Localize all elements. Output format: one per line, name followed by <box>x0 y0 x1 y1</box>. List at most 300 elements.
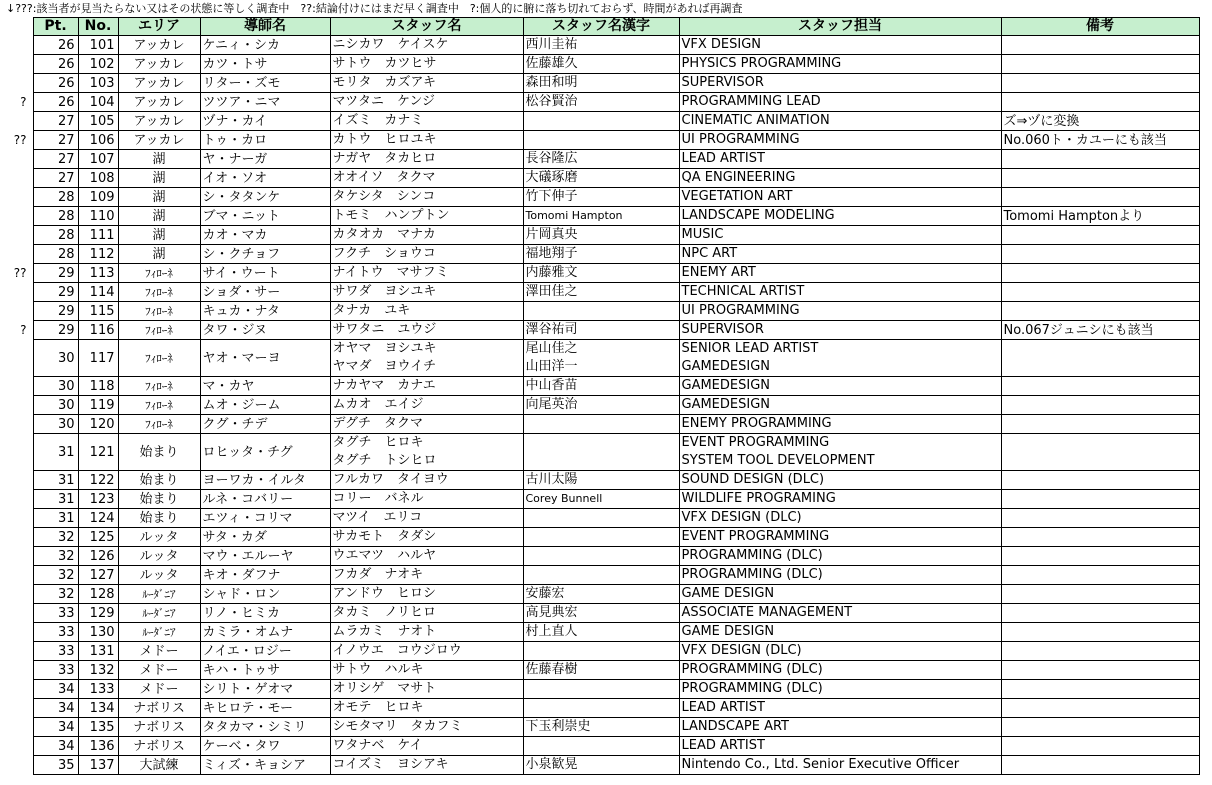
cell-role[interactable] <box>679 150 1001 169</box>
cell-kanji[interactable] <box>523 490 679 509</box>
cell-role[interactable] <box>679 623 1001 642</box>
cell-area[interactable]: ﾌｨﾛｰﾈ <box>118 377 200 396</box>
cell-no[interactable]: 121 <box>78 434 118 471</box>
cell-shrine[interactable]: トゥ・カロ <box>200 131 330 150</box>
cell-no[interactable]: 115 <box>78 302 118 321</box>
cell-note[interactable] <box>1001 509 1199 528</box>
cell-note[interactable] <box>1001 36 1199 55</box>
cell-kanji[interactable] <box>523 566 679 585</box>
cell-kanji[interactable] <box>523 680 679 699</box>
cell-staff[interactable] <box>330 131 523 150</box>
cell-pt[interactable]: 32 <box>33 585 78 604</box>
cell-area[interactable]: 始まり <box>118 490 200 509</box>
cell-role[interactable] <box>679 699 1001 718</box>
cell-area[interactable]: 始まり <box>118 509 200 528</box>
cell-role[interactable] <box>679 340 1001 377</box>
cell-staff[interactable] <box>330 434 523 471</box>
cell-area[interactable]: ﾙｰﾀﾞﾆｱ <box>118 585 200 604</box>
cell-pt[interactable]: 31 <box>33 490 78 509</box>
cell-pt[interactable]: 34 <box>33 680 78 699</box>
cell-note[interactable] <box>1001 377 1199 396</box>
cell-area[interactable]: 始まり <box>118 434 200 471</box>
cell-pt[interactable]: 26 <box>33 93 78 112</box>
cell-role[interactable] <box>679 112 1001 131</box>
cell-shrine[interactable]: マ・カヤ <box>200 377 330 396</box>
cell-note[interactable] <box>1001 415 1199 434</box>
cell-role[interactable] <box>679 245 1001 264</box>
cell-area[interactable]: メドー <box>118 661 200 680</box>
cell-kanji[interactable] <box>523 718 679 737</box>
cell-note[interactable]: No.067ジュニシにも該当 <box>1001 321 1199 340</box>
cell-shrine[interactable]: シャド・ロン <box>200 585 330 604</box>
cell-role[interactable] <box>679 680 1001 699</box>
cell-kanji[interactable] <box>523 471 679 490</box>
cell-pt[interactable]: 27 <box>33 131 78 150</box>
cell-pt[interactable]: 30 <box>33 340 78 377</box>
cell-role[interactable] <box>679 471 1001 490</box>
cell-no[interactable]: 135 <box>78 718 118 737</box>
cell-role[interactable] <box>679 547 1001 566</box>
cell-pt[interactable]: 32 <box>33 547 78 566</box>
cell-role[interactable] <box>679 585 1001 604</box>
cell-pt[interactable]: 27 <box>33 150 78 169</box>
cell-shrine[interactable]: ルネ・コバリー <box>200 490 330 509</box>
cell-kanji[interactable] <box>523 699 679 718</box>
cell-role[interactable] <box>679 188 1001 207</box>
cell-shrine[interactable]: ヨーワカ・イルタ <box>200 471 330 490</box>
cell-shrine[interactable]: タワ・ジヌ <box>200 321 330 340</box>
cell-role[interactable] <box>679 55 1001 74</box>
cell-no[interactable]: 109 <box>78 188 118 207</box>
cell-role[interactable] <box>679 756 1001 775</box>
cell-note[interactable] <box>1001 471 1199 490</box>
cell-shrine[interactable]: ブマ・ニット <box>200 207 330 226</box>
cell-kanji[interactable] <box>523 377 679 396</box>
cell-note[interactable] <box>1001 566 1199 585</box>
cell-role[interactable] <box>679 566 1001 585</box>
cell-pt[interactable]: 35 <box>33 756 78 775</box>
cell-note[interactable] <box>1001 93 1199 112</box>
cell-pt[interactable]: 26 <box>33 74 78 93</box>
cell-no[interactable]: 127 <box>78 566 118 585</box>
cell-role[interactable] <box>679 528 1001 547</box>
cell-area[interactable]: ﾌｨﾛｰﾈ <box>118 340 200 377</box>
cell-kanji[interactable] <box>523 661 679 680</box>
header-pt[interactable]: Pt. <box>33 18 78 36</box>
cell-shrine[interactable]: キヒロテ・モー <box>200 699 330 718</box>
cell-staff[interactable] <box>330 471 523 490</box>
cell-kanji[interactable] <box>523 321 679 340</box>
cell-pt[interactable]: 28 <box>33 226 78 245</box>
cell-shrine[interactable]: リノ・ヒミカ <box>200 604 330 623</box>
cell-note[interactable] <box>1001 737 1199 756</box>
cell-no[interactable]: 125 <box>78 528 118 547</box>
cell-staff[interactable] <box>330 226 523 245</box>
cell-pt[interactable]: 28 <box>33 245 78 264</box>
cell-no[interactable]: 134 <box>78 699 118 718</box>
cell-note[interactable]: ズ⇒ヅに変換 <box>1001 112 1199 131</box>
cell-staff[interactable] <box>330 585 523 604</box>
cell-kanji[interactable] <box>523 188 679 207</box>
cell-pt[interactable]: 30 <box>33 415 78 434</box>
cell-area[interactable]: ルッタ <box>118 566 200 585</box>
cell-pt[interactable]: 31 <box>33 471 78 490</box>
header-note[interactable]: 備考 <box>1001 18 1199 36</box>
cell-staff[interactable] <box>330 490 523 509</box>
cell-area[interactable]: ﾙｰﾀﾞﾆｱ <box>118 604 200 623</box>
cell-role[interactable] <box>679 434 1001 471</box>
cell-area[interactable]: ﾌｨﾛｰﾈ <box>118 264 200 283</box>
cell-kanji[interactable] <box>523 756 679 775</box>
cell-shrine[interactable]: ヤ・ナーガ <box>200 150 330 169</box>
cell-staff[interactable] <box>330 55 523 74</box>
cell-shrine[interactable]: サイ・ウート <box>200 264 330 283</box>
cell-shrine[interactable]: カミラ・オムナ <box>200 623 330 642</box>
cell-no[interactable]: 130 <box>78 623 118 642</box>
cell-staff[interactable] <box>330 36 523 55</box>
cell-note[interactable] <box>1001 74 1199 93</box>
cell-note[interactable] <box>1001 226 1199 245</box>
cell-note[interactable] <box>1001 661 1199 680</box>
cell-pt[interactable]: 30 <box>33 377 78 396</box>
cell-role[interactable] <box>679 490 1001 509</box>
cell-staff[interactable] <box>330 756 523 775</box>
cell-staff[interactable] <box>330 169 523 188</box>
cell-no[interactable]: 106 <box>78 131 118 150</box>
cell-shrine[interactable]: ツツア・ニマ <box>200 93 330 112</box>
cell-shrine[interactable]: シ・クチョフ <box>200 245 330 264</box>
cell-role[interactable] <box>679 226 1001 245</box>
cell-staff[interactable] <box>330 93 523 112</box>
cell-no[interactable]: 129 <box>78 604 118 623</box>
cell-staff[interactable] <box>330 623 523 642</box>
cell-area[interactable]: アッカレ <box>118 93 200 112</box>
cell-area[interactable]: アッカレ <box>118 36 200 55</box>
cell-area[interactable]: 湖 <box>118 226 200 245</box>
header-staff[interactable]: スタッフ名 <box>330 18 523 36</box>
cell-pt[interactable]: 27 <box>33 169 78 188</box>
cell-area[interactable]: アッカレ <box>118 112 200 131</box>
cell-staff[interactable] <box>330 566 523 585</box>
cell-note[interactable] <box>1001 340 1199 377</box>
cell-area[interactable]: 始まり <box>118 471 200 490</box>
cell-no[interactable]: 137 <box>78 756 118 775</box>
header-area[interactable]: エリア <box>118 18 200 36</box>
cell-area[interactable]: 湖 <box>118 169 200 188</box>
cell-no[interactable]: 107 <box>78 150 118 169</box>
cell-area[interactable]: ナボリス <box>118 699 200 718</box>
cell-no[interactable]: 108 <box>78 169 118 188</box>
cell-staff[interactable] <box>330 340 523 377</box>
cell-kanji[interactable] <box>523 623 679 642</box>
cell-pt[interactable]: 32 <box>33 566 78 585</box>
cell-note[interactable] <box>1001 623 1199 642</box>
cell-pt[interactable]: 31 <box>33 434 78 471</box>
cell-area[interactable]: ルッタ <box>118 547 200 566</box>
cell-kanji[interactable] <box>523 169 679 188</box>
cell-role[interactable] <box>679 604 1001 623</box>
cell-staff[interactable] <box>330 642 523 661</box>
cell-kanji[interactable] <box>523 547 679 566</box>
cell-note[interactable] <box>1001 169 1199 188</box>
cell-staff[interactable] <box>330 396 523 415</box>
cell-kanji[interactable] <box>523 396 679 415</box>
cell-area[interactable]: 湖 <box>118 207 200 226</box>
cell-shrine[interactable]: ノイエ・ロジー <box>200 642 330 661</box>
cell-no[interactable]: 101 <box>78 36 118 55</box>
cell-staff[interactable] <box>330 283 523 302</box>
cell-no[interactable]: 116 <box>78 321 118 340</box>
cell-note[interactable] <box>1001 547 1199 566</box>
cell-pt[interactable]: 29 <box>33 264 78 283</box>
cell-pt[interactable]: 26 <box>33 36 78 55</box>
cell-note[interactable]: Tomomi Hamptonより <box>1001 207 1199 226</box>
cell-staff[interactable] <box>330 680 523 699</box>
cell-kanji[interactable] <box>523 585 679 604</box>
cell-pt[interactable]: 33 <box>33 661 78 680</box>
cell-area[interactable]: アッカレ <box>118 131 200 150</box>
cell-note[interactable] <box>1001 680 1199 699</box>
cell-no[interactable]: 122 <box>78 471 118 490</box>
cell-note[interactable] <box>1001 718 1199 737</box>
cell-no[interactable]: 133 <box>78 680 118 699</box>
cell-role[interactable] <box>679 396 1001 415</box>
cell-shrine[interactable]: キュカ・ナタ <box>200 302 330 321</box>
cell-shrine[interactable]: シ・タタンケ <box>200 188 330 207</box>
cell-shrine[interactable]: クグ・チデ <box>200 415 330 434</box>
cell-pt[interactable]: 34 <box>33 699 78 718</box>
cell-area[interactable]: メドー <box>118 642 200 661</box>
cell-pt[interactable]: 29 <box>33 321 78 340</box>
cell-no[interactable]: 105 <box>78 112 118 131</box>
cell-shrine[interactable]: ムオ・ジーム <box>200 396 330 415</box>
cell-shrine[interactable]: ケーベ・タワ <box>200 737 330 756</box>
cell-role[interactable] <box>679 377 1001 396</box>
cell-staff[interactable] <box>330 509 523 528</box>
cell-no[interactable]: 131 <box>78 642 118 661</box>
cell-staff[interactable] <box>330 207 523 226</box>
cell-note[interactable] <box>1001 55 1199 74</box>
cell-kanji[interactable] <box>523 528 679 547</box>
cell-note[interactable] <box>1001 604 1199 623</box>
cell-note[interactable]: No.060ト・カユーにも該当 <box>1001 131 1199 150</box>
cell-note[interactable] <box>1001 150 1199 169</box>
cell-note[interactable] <box>1001 396 1199 415</box>
cell-shrine[interactable]: エツィ・コリマ <box>200 509 330 528</box>
cell-shrine[interactable]: カツ・トサ <box>200 55 330 74</box>
cell-kanji[interactable] <box>523 604 679 623</box>
cell-role[interactable] <box>679 661 1001 680</box>
cell-no[interactable]: 119 <box>78 396 118 415</box>
cell-kanji[interactable] <box>523 245 679 264</box>
cell-no[interactable]: 123 <box>78 490 118 509</box>
cell-shrine[interactable]: サタ・カダ <box>200 528 330 547</box>
cell-role[interactable] <box>679 207 1001 226</box>
cell-no[interactable]: 102 <box>78 55 118 74</box>
cell-area[interactable]: ﾌｨﾛｰﾈ <box>118 321 200 340</box>
cell-role[interactable] <box>679 283 1001 302</box>
cell-kanji[interactable] <box>523 283 679 302</box>
cell-area[interactable]: 湖 <box>118 245 200 264</box>
cell-kanji[interactable] <box>523 302 679 321</box>
cell-no[interactable]: 124 <box>78 509 118 528</box>
cell-note[interactable] <box>1001 188 1199 207</box>
cell-area[interactable]: ナボリス <box>118 718 200 737</box>
cell-shrine[interactable]: ロヒッタ・チグ <box>200 434 330 471</box>
cell-shrine[interactable]: イオ・ソオ <box>200 169 330 188</box>
cell-role[interactable] <box>679 36 1001 55</box>
cell-staff[interactable] <box>330 150 523 169</box>
cell-kanji[interactable] <box>523 642 679 661</box>
cell-shrine[interactable]: ケニィ・シカ <box>200 36 330 55</box>
cell-no[interactable]: 111 <box>78 226 118 245</box>
cell-pt[interactable]: 34 <box>33 718 78 737</box>
cell-note[interactable] <box>1001 585 1199 604</box>
cell-kanji[interactable] <box>523 112 679 131</box>
header-kanji[interactable]: スタッフ名漢字 <box>523 18 679 36</box>
cell-kanji[interactable] <box>523 36 679 55</box>
cell-area[interactable]: アッカレ <box>118 55 200 74</box>
cell-kanji[interactable] <box>523 340 679 377</box>
cell-staff[interactable] <box>330 74 523 93</box>
cell-staff[interactable] <box>330 264 523 283</box>
cell-kanji[interactable] <box>523 264 679 283</box>
cell-note[interactable] <box>1001 699 1199 718</box>
cell-role[interactable] <box>679 302 1001 321</box>
cell-no[interactable]: 136 <box>78 737 118 756</box>
cell-staff[interactable] <box>330 547 523 566</box>
cell-shrine[interactable]: ヅナ・カイ <box>200 112 330 131</box>
cell-area[interactable]: ﾙｰﾀﾞﾆｱ <box>118 623 200 642</box>
cell-role[interactable] <box>679 93 1001 112</box>
cell-area[interactable]: 大試練 <box>118 756 200 775</box>
cell-shrine[interactable]: ヤオ・マーヨ <box>200 340 330 377</box>
cell-kanji[interactable] <box>523 150 679 169</box>
cell-pt[interactable]: 28 <box>33 207 78 226</box>
cell-note[interactable] <box>1001 642 1199 661</box>
cell-pt[interactable]: 29 <box>33 302 78 321</box>
header-role[interactable]: スタッフ担当 <box>679 18 1001 36</box>
cell-staff[interactable] <box>330 302 523 321</box>
cell-pt[interactable]: 33 <box>33 642 78 661</box>
cell-role[interactable] <box>679 74 1001 93</box>
cell-area[interactable]: ﾌｨﾛｰﾈ <box>118 302 200 321</box>
cell-staff[interactable] <box>330 661 523 680</box>
header-shrine[interactable]: 導師名 <box>200 18 330 36</box>
cell-shrine[interactable]: マウ・エルーヤ <box>200 547 330 566</box>
cell-note[interactable] <box>1001 302 1199 321</box>
cell-pt[interactable]: 30 <box>33 396 78 415</box>
cell-role[interactable] <box>679 415 1001 434</box>
header-no[interactable]: No. <box>78 18 118 36</box>
cell-note[interactable] <box>1001 490 1199 509</box>
cell-kanji[interactable] <box>523 434 679 471</box>
cell-pt[interactable]: 32 <box>33 528 78 547</box>
cell-role[interactable] <box>679 321 1001 340</box>
cell-shrine[interactable]: ミィズ・キョシア <box>200 756 330 775</box>
cell-no[interactable]: 118 <box>78 377 118 396</box>
cell-kanji[interactable] <box>523 737 679 756</box>
cell-staff[interactable] <box>330 245 523 264</box>
cell-pt[interactable]: 33 <box>33 604 78 623</box>
cell-area[interactable]: 湖 <box>118 150 200 169</box>
cell-shrine[interactable]: ショダ・サー <box>200 283 330 302</box>
cell-shrine[interactable]: リター・ズモ <box>200 74 330 93</box>
cell-no[interactable]: 112 <box>78 245 118 264</box>
cell-note[interactable] <box>1001 434 1199 471</box>
cell-staff[interactable] <box>330 377 523 396</box>
cell-no[interactable]: 104 <box>78 93 118 112</box>
cell-no[interactable]: 126 <box>78 547 118 566</box>
cell-kanji[interactable] <box>523 226 679 245</box>
cell-no[interactable]: 110 <box>78 207 118 226</box>
cell-kanji[interactable] <box>523 207 679 226</box>
cell-staff[interactable] <box>330 321 523 340</box>
cell-pt[interactable]: 27 <box>33 112 78 131</box>
cell-area[interactable]: ルッタ <box>118 528 200 547</box>
cell-pt[interactable]: 26 <box>33 55 78 74</box>
cell-shrine[interactable]: キハ・トゥサ <box>200 661 330 680</box>
cell-staff[interactable] <box>330 528 523 547</box>
cell-kanji[interactable] <box>523 74 679 93</box>
cell-area[interactable]: 湖 <box>118 188 200 207</box>
cell-area[interactable]: メドー <box>118 680 200 699</box>
cell-area[interactable]: アッカレ <box>118 74 200 93</box>
cell-pt[interactable]: 28 <box>33 188 78 207</box>
cell-shrine[interactable]: カオ・マカ <box>200 226 330 245</box>
cell-staff[interactable] <box>330 699 523 718</box>
cell-note[interactable] <box>1001 528 1199 547</box>
cell-staff[interactable] <box>330 718 523 737</box>
cell-staff[interactable] <box>330 188 523 207</box>
cell-staff[interactable] <box>330 604 523 623</box>
cell-pt[interactable]: 29 <box>33 283 78 302</box>
cell-no[interactable]: 103 <box>78 74 118 93</box>
cell-no[interactable]: 120 <box>78 415 118 434</box>
cell-role[interactable] <box>679 737 1001 756</box>
cell-area[interactable]: ﾌｨﾛｰﾈ <box>118 415 200 434</box>
cell-no[interactable]: 132 <box>78 661 118 680</box>
cell-role[interactable] <box>679 169 1001 188</box>
cell-note[interactable] <box>1001 264 1199 283</box>
cell-kanji[interactable] <box>523 131 679 150</box>
cell-shrine[interactable]: キオ・ダフナ <box>200 566 330 585</box>
cell-area[interactable]: ﾌｨﾛｰﾈ <box>118 283 200 302</box>
cell-no[interactable]: 114 <box>78 283 118 302</box>
cell-role[interactable] <box>679 718 1001 737</box>
cell-note[interactable] <box>1001 756 1199 775</box>
cell-kanji[interactable] <box>523 93 679 112</box>
cell-area[interactable]: ﾌｨﾛｰﾈ <box>118 396 200 415</box>
cell-pt[interactable]: 34 <box>33 737 78 756</box>
cell-pt[interactable]: 33 <box>33 623 78 642</box>
cell-shrine[interactable]: タタカマ・シミリ <box>200 718 330 737</box>
cell-no[interactable]: 113 <box>78 264 118 283</box>
cell-role[interactable] <box>679 264 1001 283</box>
cell-area[interactable]: ナボリス <box>118 737 200 756</box>
cell-role[interactable] <box>679 509 1001 528</box>
cell-shrine[interactable]: シリト・ゲオマ <box>200 680 330 699</box>
cell-role[interactable] <box>679 642 1001 661</box>
cell-no[interactable]: 128 <box>78 585 118 604</box>
cell-kanji[interactable] <box>523 55 679 74</box>
cell-staff[interactable] <box>330 112 523 131</box>
cell-staff[interactable] <box>330 415 523 434</box>
cell-kanji[interactable] <box>523 509 679 528</box>
cell-note[interactable] <box>1001 245 1199 264</box>
cell-no[interactable]: 117 <box>78 340 118 377</box>
cell-pt[interactable]: 31 <box>33 509 78 528</box>
